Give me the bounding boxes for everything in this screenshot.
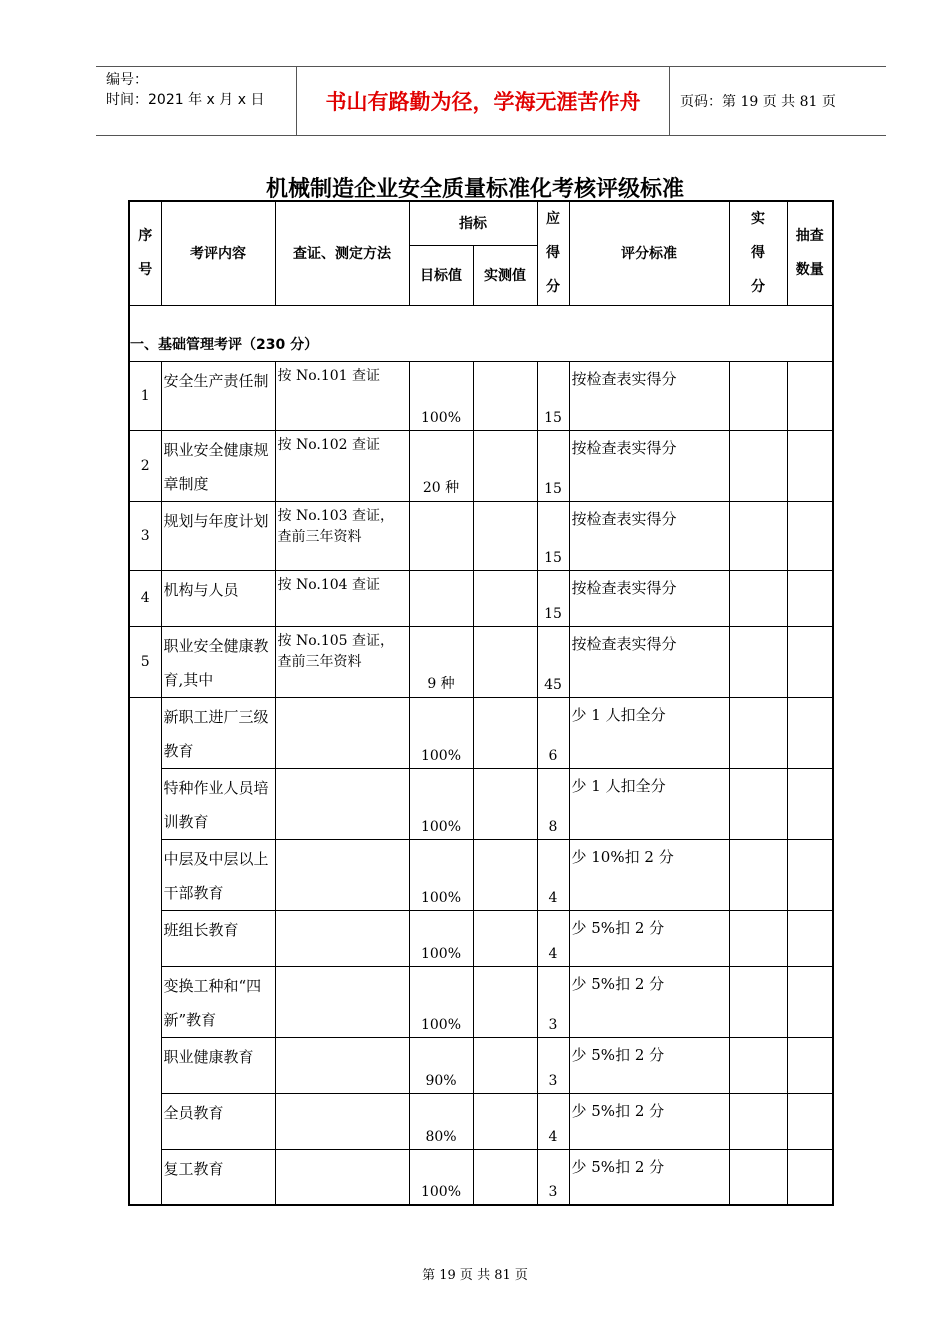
page-header [96,66,886,136]
cell-method: 按 No.102 查证 [275,430,409,501]
cell-due-score: 3 [537,1037,569,1093]
header-seq-2: 号 [138,262,153,279]
table-row [129,966,833,1037]
cell-standard: 少 1 人扣全分 [569,768,729,839]
cell-sample [787,1093,833,1149]
cell-actual-score [729,501,787,570]
cell-due-score: 3 [537,1149,569,1205]
cell-method [275,1093,409,1149]
cell-target: 90% [409,1037,473,1093]
header-due-1: 应 [546,211,560,228]
cell-method [275,1037,409,1093]
number-label: 编号： [106,72,148,88]
cell-sample [787,1037,833,1093]
cell-seq: 3 [129,501,161,570]
cell-content: 职业安全健康规章制度 [161,430,275,501]
cell-standard: 少 5%扣 2 分 [569,1037,729,1093]
cell-measured [473,626,537,697]
cell-content: 规划与年度计划 [161,501,275,570]
cell-target: 80% [409,1093,473,1149]
section-heading: 一、基础管理考评（230 分） [129,305,833,361]
table-row [129,768,833,839]
cell-content: 中层及中层以上干部教育 [161,839,275,910]
cell-actual-score [729,361,787,430]
cell-method [275,1149,409,1205]
header-due-2: 得 [546,245,560,262]
cell-measured [473,839,537,910]
table-row [129,430,833,501]
cell-due-score: 15 [537,570,569,626]
cell-sample [787,910,833,966]
cell-due-score: 4 [537,1093,569,1149]
cell-content: 复工教育 [161,1149,275,1205]
cell-due-score: 4 [537,910,569,966]
cell-target [409,501,473,570]
header-due-score [537,201,569,305]
header-content: 考评内容 [161,201,275,305]
cell-standard: 少 5%扣 2 分 [569,966,729,1037]
cell-measured [473,910,537,966]
cell-actual-score [729,966,787,1037]
cell-seq: 1 [129,361,161,430]
header-sample-2: 数量 [795,262,824,279]
cell-actual-score [729,626,787,697]
cell-target: 100% [409,361,473,430]
cell-content: 机构与人员 [161,570,275,626]
cell-target: 20 种 [409,430,473,501]
cell-measured [473,501,537,570]
cell-method: 按 No.103 查证，查前三年资料 [275,501,409,570]
cell-sample [787,361,833,430]
table-row [129,910,833,966]
cell-actual-score [729,1037,787,1093]
cell-sample [787,697,833,768]
cell-method [275,839,409,910]
cell-standard: 少 5%扣 2 分 [569,910,729,966]
cell-seq: 2 [129,430,161,501]
cell-measured [473,361,537,430]
page-title: 机械制造企业安全质量标准化考核评级标准 [265,177,684,202]
table-row [129,697,833,768]
cell-standard: 按检查表实得分 [569,501,729,570]
cell-seq: 4 [129,570,161,626]
cell-actual-score [729,1149,787,1205]
cell-target: 100% [409,966,473,1037]
cell-measured [473,570,537,626]
table-row [129,626,833,697]
header-seq-1: 序 [138,228,153,245]
cell-sample [787,626,833,697]
cell-seq-empty [129,697,161,1205]
header-method: 查证、测定方法 [275,201,409,305]
cell-due-score: 45 [537,626,569,697]
table-row [129,839,833,910]
cell-due-score: 15 [537,501,569,570]
cell-sample [787,570,833,626]
cell-content: 班组长教育 [161,910,275,966]
cell-actual-score [729,910,787,966]
cell-target: 9 种 [409,626,473,697]
cell-sample [787,430,833,501]
header-standard: 评分标准 [569,201,729,305]
cell-standard: 按检查表实得分 [569,626,729,697]
cell-method [275,697,409,768]
cell-sample [787,839,833,910]
cell-standard: 按检查表实得分 [569,570,729,626]
cell-standard: 少 10%扣 2 分 [569,839,729,910]
cell-standard: 按检查表实得分 [569,361,729,430]
cell-sample [787,1149,833,1205]
header-motto: 书山有路勤为径，学海无涯苦作舟 [297,67,670,135]
cell-due-score: 15 [537,430,569,501]
cell-due-score: 3 [537,966,569,1037]
cell-measured [473,430,537,501]
table-body [129,361,833,1205]
cell-content: 职业安全健康教育,其中 [161,626,275,697]
cell-target [409,570,473,626]
cell-measured [473,768,537,839]
cell-actual-score [729,430,787,501]
table-row [129,361,833,430]
header-actual-2: 得 [751,245,765,262]
header-target: 目标值 [409,245,473,305]
cell-due-score: 6 [537,697,569,768]
cell-content: 新职工进厂三级教育 [161,697,275,768]
header-indicator: 指标 [409,201,537,245]
cell-measured [473,1037,537,1093]
cell-actual-score [729,570,787,626]
cell-due-score: 15 [537,361,569,430]
table-row [129,501,833,570]
cell-measured [473,1149,537,1205]
cell-standard: 少 1 人扣全分 [569,697,729,768]
table-row [129,1037,833,1093]
cell-due-score: 4 [537,839,569,910]
cell-measured [473,966,537,1037]
header-actual-1: 实 [751,211,765,228]
cell-sample [787,966,833,1037]
time-label: 时间：2021 年 x 月 x 日 [106,92,265,108]
cell-content: 安全生产责任制 [161,361,275,430]
header-meta [96,67,297,135]
assessment-table [128,200,834,1206]
cell-content: 全员教育 [161,1093,275,1149]
header-measured: 实测值 [473,245,537,305]
cell-actual-score [729,697,787,768]
cell-standard: 少 5%扣 2 分 [569,1149,729,1205]
cell-standard: 少 5%扣 2 分 [569,1093,729,1149]
cell-method [275,768,409,839]
cell-target: 100% [409,768,473,839]
cell-actual-score [729,768,787,839]
cell-measured [473,697,537,768]
table-row [129,1093,833,1149]
cell-actual-score [729,839,787,910]
header-sample [787,201,833,305]
cell-content: 特种作业人员培训教育 [161,768,275,839]
cell-target: 100% [409,1149,473,1205]
page-footer: 第 19 页 共 81 页 [422,1268,528,1283]
cell-sample [787,501,833,570]
header-page-info: 页码：第 19 页 共 81 页 [680,94,836,110]
header-actual-3: 分 [751,279,765,296]
header-sample-1: 抽查 [795,228,824,245]
cell-method: 按 No.104 查证 [275,570,409,626]
cell-target: 100% [409,910,473,966]
cell-seq: 5 [129,626,161,697]
header-due-3: 分 [546,279,560,296]
header-actual-score [729,201,787,305]
cell-standard: 按检查表实得分 [569,430,729,501]
cell-target: 100% [409,839,473,910]
cell-method: 按 No.105 查证，查前三年资料 [275,626,409,697]
cell-method [275,966,409,1037]
header-seq [129,201,161,305]
cell-content: 变换工种和“四新”教育 [161,966,275,1037]
cell-method [275,910,409,966]
cell-content: 职业健康教育 [161,1037,275,1093]
table-row [129,1149,833,1205]
cell-measured [473,1093,537,1149]
cell-method: 按 No.101 查证 [275,361,409,430]
cell-target: 100% [409,697,473,768]
table-row [129,570,833,626]
cell-actual-score [729,1093,787,1149]
cell-sample [787,768,833,839]
cell-due-score: 8 [537,768,569,839]
